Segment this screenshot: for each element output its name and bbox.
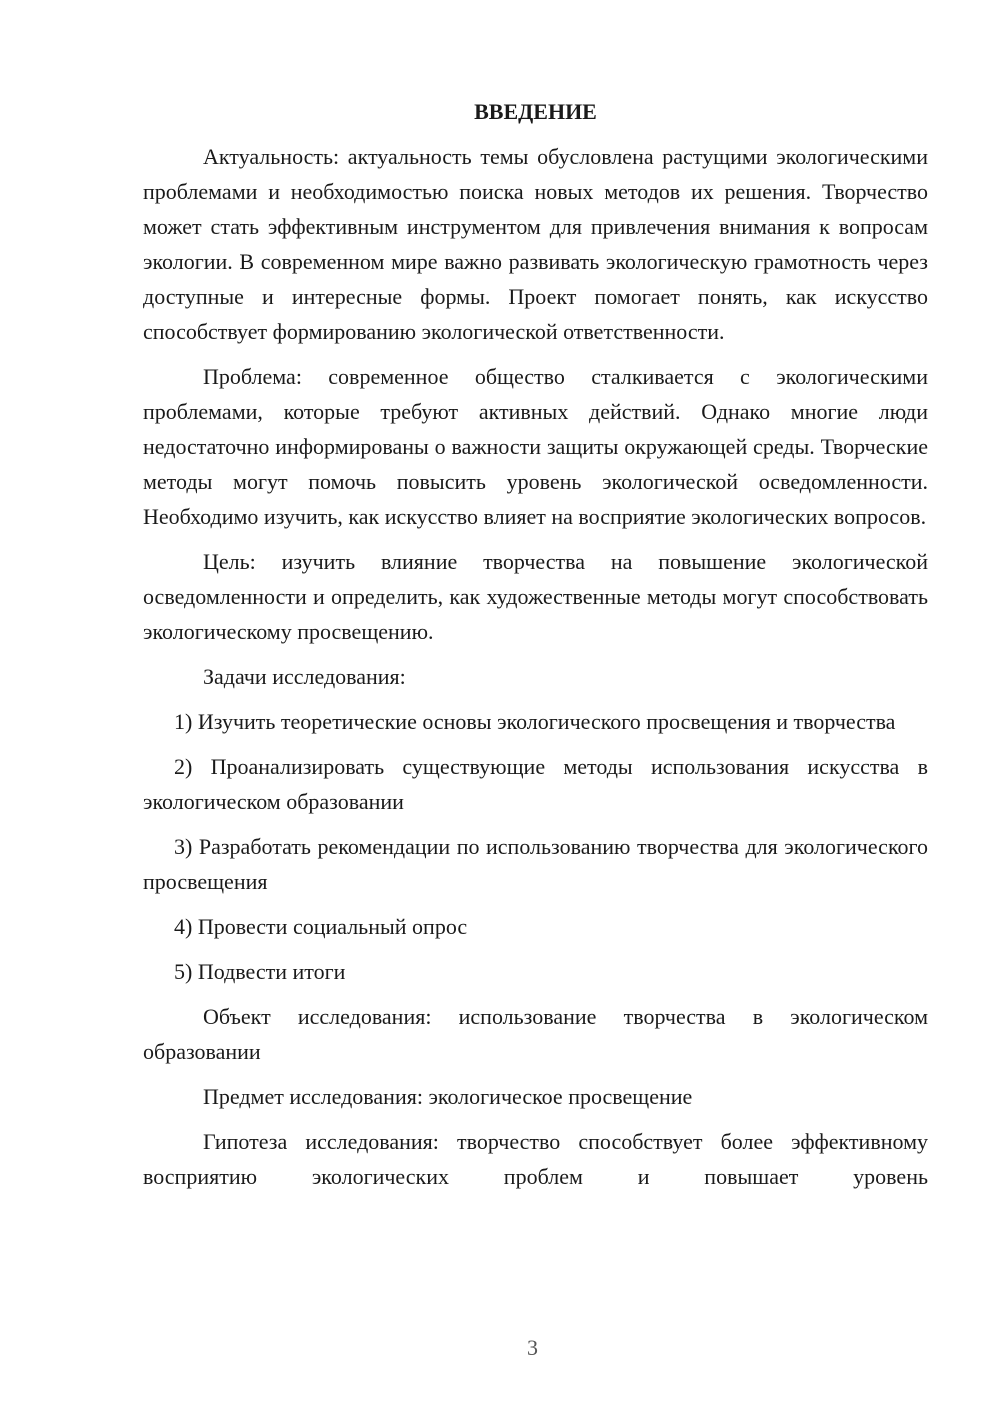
problem-paragraph: Проблема: современное общество сталкивается с экологическими проблемами, которые требуют активных действий. Однако многие люди недостаточно информированы о важности защиты окружающей среды. Творческие методы могут помочь повысить уровень экологической осведомленности. Необходимо изучить, как искусство влияет на восприятие экологических вопросов. [143,364,928,529]
task-item: 3) Разработать рекомендации по использованию творчества для экологического просвещения [143,834,928,894]
task-item: 5) Подвести итоги [174,959,346,984]
subject-paragraph: Предмет исследования: экологическое просвещение [203,1084,693,1109]
task-item: 1) Изучить теоретические основы экологического просвещения и творчества [174,709,896,734]
page-number: 3 [527,1335,538,1360]
task-item: 4) Провести социальный опрос [174,914,468,939]
tasks-heading: Задачи исследования: [203,664,406,689]
object-paragraph: Объект исследования: использование творчества в экологическом образовании [143,1004,928,1064]
goal-paragraph: Цель: изучить влияние творчества на повышение экологической осведомленности и определить, как художественные методы могут способствовать экологическому просвещению. [143,549,928,644]
hypothesis-paragraph: Гипотеза исследования: творчество способствует более эффективному восприятию экологических проблем и повышает уровень [143,1129,928,1189]
section-title: ВВЕДЕНИЕ [474,99,597,124]
page-content [143,94,928,1194]
relevance-paragraph: Актуальность: актуальность темы обусловлена растущими экологическими проблемами и необходимостью поиска новых методов их решения. Творчество может стать эффективным инструментом для привлечения внимания к вопросам экологии. В современном мире важно развивать экологическую грамотность через доступные и интересные формы. Проект помогает понять, как искусство способствует формированию экологической ответственности. [143,144,928,344]
task-item: 2) Проанализировать существующие методы использования искусства в экологическом образовании [143,754,928,814]
